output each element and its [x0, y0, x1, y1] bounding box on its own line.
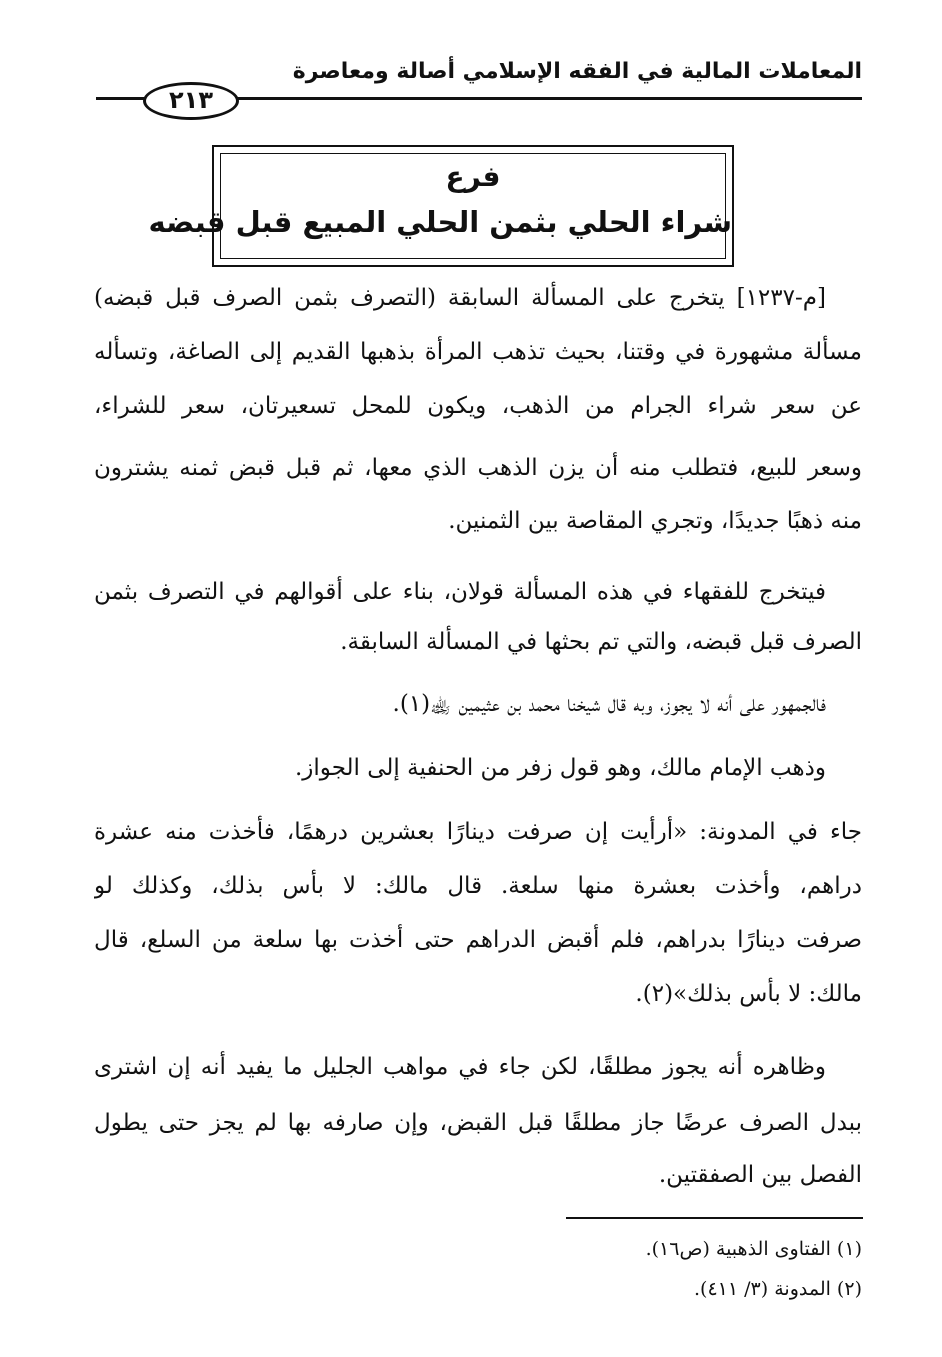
text-line: دراهم، وأخذت بعشرة منها سلعة. قال مالك: لا بأس بذلك، وكذلك لو — [94, 873, 862, 899]
book-title: المعاملات المالية في الفقه الإسلامي أصالة ومعاصرة — [292, 59, 862, 84]
text-line: [م-١٢٣٧] يتخرج على المسألة السابقة (التصرف بثمن الصرف قبل قبضه) — [94, 285, 826, 311]
text-line: ببدل الصرف عرضًا جاز مطلقًا قبل القبض، وإن صارفه بها لم يجز حتى يطول — [94, 1110, 862, 1136]
text-line: عن سعر شراء الجرام من الذهب، ويكون للمحل تسعيرتان، سعر للشراء، — [94, 393, 862, 419]
text-line: وسعر للبيع، فتطلب منه أن يزن الذهب الذي معها، ثم قبل قبض ثمنه يشترون — [94, 455, 862, 481]
text-line: صرفت دينارًا بدراهم، فلم أقبض الدراهم حتى أخذت بها سلعة من السلع، قال — [94, 927, 862, 953]
section-heading-box — [148, 145, 734, 267]
page-number: ٢١٣ — [143, 82, 239, 120]
text-line: وظاهره أنه يجوز مطلقًا، لكن جاء في مواهب الجليل ما يفيد أنه إن اشترى — [94, 1054, 826, 1080]
text-line: مسألة مشهورة في وقتنا، بحيث تذهب المرأة بذهبها القديم إلى الصاغة، وتسأله — [94, 339, 862, 365]
section-label: فرع — [445, 160, 501, 193]
text-line: الفصل بين الصفقتين. — [658, 1162, 862, 1188]
text-line: فالجمهور على أنه لا يجوز، وبه قال شيخنا محمد بن عثيمين ﵀(١). — [392, 691, 826, 717]
text-line: منه ذهبًا جديدًا، وتجري المقاصة بين الثمنين. — [448, 508, 862, 534]
footnote: (١) الفتاوى الذهبية (ص١٦). — [645, 1238, 862, 1260]
footnote-separator — [566, 1217, 863, 1219]
text-line: مالك: لا بأس بذلك»(٢). — [635, 981, 862, 1007]
text-line: جاء في المدونة: «أرأيت إن صرفت دينارًا بعشرين درهمًا، فأخذت منه عشرة — [94, 819, 862, 845]
text-line: فيتخرج للفقهاء في هذه المسألة قولان، بناء على أقوالهم في التصرف بثمن — [94, 579, 826, 605]
section-title: شراء الحلي بثمن الحلي المبيع قبل قبضه — [148, 205, 732, 239]
text-line: وذهب الإمام مالك، وهو قول زفر من الحنفية إلى الجواز. — [295, 755, 826, 781]
footnote: (٢) المدونة (٣/ ٤١١). — [694, 1278, 862, 1300]
text-line: الصرف قبل قبضه، والتي تم بحثها في المسألة السابقة. — [340, 629, 862, 655]
